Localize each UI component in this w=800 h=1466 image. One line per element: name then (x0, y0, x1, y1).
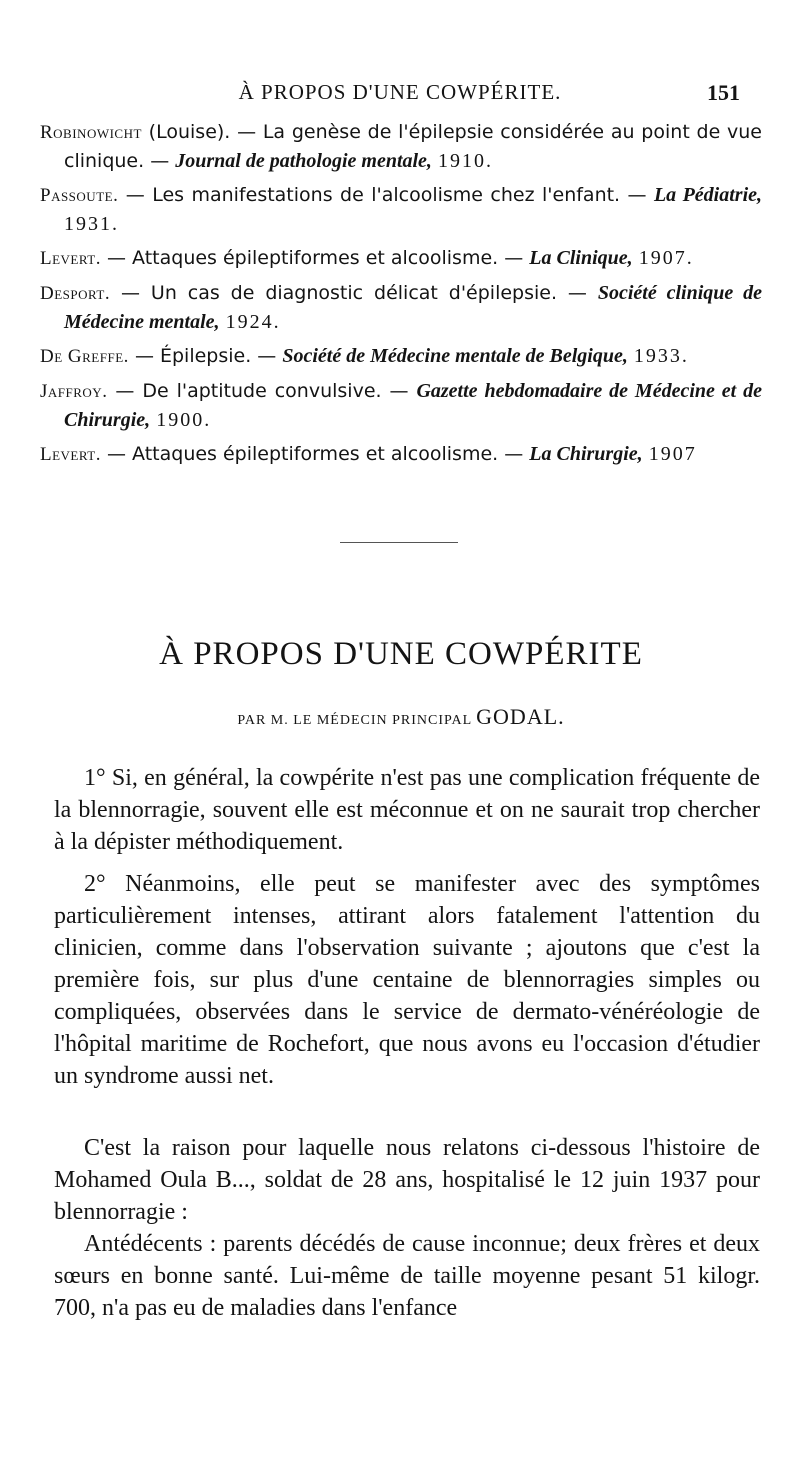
reference-text: — Épilepsie. — (128, 345, 283, 367)
reference-entry (40, 279, 762, 336)
body-paragraph: Antédécents : parents décédés de cause inconnue; deux frères et deux sœurs en bonne santé. Lui-même de taille moyenne pesant 51 kilogr. 700, n'a pas eu de maladies dans l'enfance (54, 1231, 760, 1321)
reference-year: 1910. (437, 150, 493, 172)
running-header (60, 80, 740, 110)
reference-text: — De l'aptitude convulsive. — (107, 380, 417, 402)
reference-author: Robinowicht (40, 122, 142, 143)
reference-year: 1907. (638, 247, 694, 269)
reference-text: — Un cas de diagnostic délicat d'épilepsie. — (110, 282, 598, 304)
reference-author: De Greffe. (40, 346, 129, 367)
reference-entry (40, 181, 762, 238)
byline-prefix: PAR M. LE MÉDECIN PRINCIPAL (237, 713, 472, 728)
reference-year: 1933. (633, 345, 689, 367)
reference-text: — Attaques épileptiformes et alcoolisme. — (100, 247, 530, 269)
reference-journal: Journal de pathologie mentale, (175, 150, 432, 172)
bibliography (40, 118, 762, 475)
reference-journal: La Pédiatrie, (653, 184, 763, 206)
reference-author: Levert. (40, 444, 101, 465)
article-body (54, 762, 760, 1324)
reference-journal: Gazette hebdomadaire de Médecine et de Chirurgie, (64, 380, 763, 431)
reference-entry (40, 440, 762, 469)
reference-journal: Société de Médecine mentale de Belgique, (282, 345, 628, 367)
reference-text: — Attaques épileptiformes et alcoolisme. — (100, 443, 530, 465)
body-paragraph: C'est la raison pour laquelle nous relatons ci-dessous l'histoire de Mohamed Oula B..., soldat de 28 ans, hospitalisé le 12 juin 1937 pour blennorragie : (54, 1135, 760, 1225)
running-title: À PROPOS D'UNE COWPÉRITE. (238, 80, 562, 104)
reference-entry (40, 377, 762, 434)
reference-text: — Les manifestations de l'alcoolisme chez l'enfant. — (118, 184, 654, 206)
reference-author: Desport. (40, 283, 111, 304)
reference-author: Levert. (40, 248, 101, 269)
byline (40, 704, 762, 730)
body-paragraph: 1° Si, en général, la cowpérite n'est pas une complication fréquente de la blennorragie, souvent elle est méconnue et on ne saurait trop chercher à la dépister méthodiquement. (54, 765, 760, 855)
reference-year: 1931. (64, 213, 119, 235)
reference-entry (40, 118, 762, 175)
reference-journal: Société clinique de Médecine mentale, (64, 282, 762, 333)
reference-entry (40, 342, 762, 371)
reference-text: (Louise). — La genèse de l'épilepsie considérée au point de vue clinique. — (64, 121, 762, 172)
body-paragraph: 2° Néanmoins, elle peut se manifester avec des symptômes particulièrement intenses, attirant alors fatalement l'attention du clinicien, comme dans l'observation suivante ; ajoutons que c'est la première fois, sur plus d'une centaine de blennorragies simples ou compliquées, observées dans le service de dermato-vénéréologie de l'hôpital maritime de Rochefort, que nous avons eu l'occasion d'étudier un syndrome aussi net. (54, 871, 760, 1089)
reference-year: 1924. (225, 311, 281, 333)
page-number: 151 (707, 80, 740, 105)
reference-journal: La Clinique, (529, 247, 633, 269)
reference-year: 1907 (648, 443, 697, 465)
article-title: À PROPOS D'UNE COWPÉRITE (159, 636, 643, 672)
byline-author: GODAL. (476, 704, 565, 729)
reference-author: Passoute. (40, 185, 119, 206)
reference-entry (40, 244, 762, 273)
reference-journal: La Chirurgie, (529, 443, 643, 465)
reference-author: Jaffroy. (40, 381, 108, 402)
reference-year: 1900. (156, 409, 212, 431)
section-divider (340, 542, 458, 543)
